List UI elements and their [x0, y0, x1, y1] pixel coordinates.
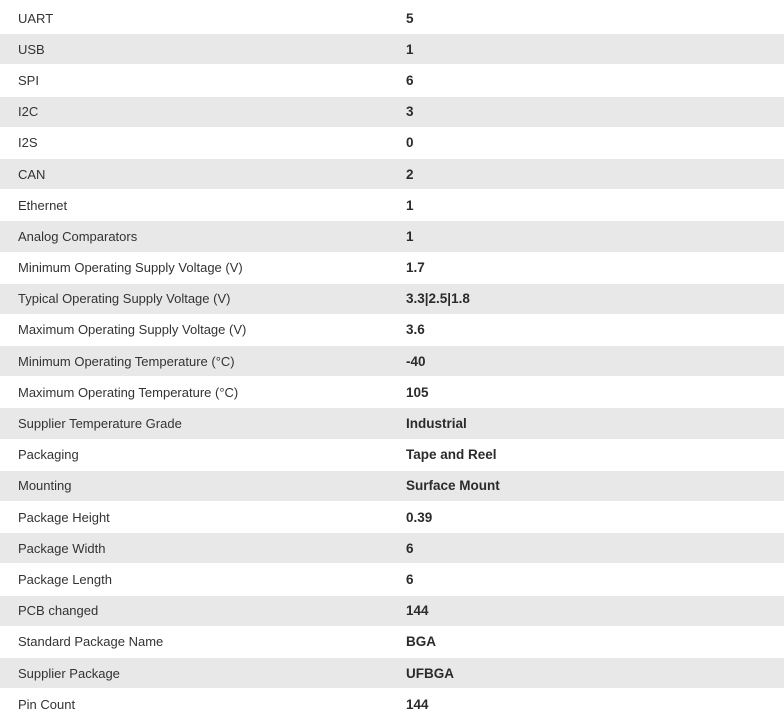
spec-name: Standard Package Name — [0, 626, 406, 657]
spec-row-spi — [0, 65, 784, 96]
spec-name: PCB changed — [0, 595, 406, 626]
spec-value: 144 — [406, 595, 784, 626]
spec-row-min-supply-voltage — [0, 252, 784, 283]
spec-value: 105 — [406, 377, 784, 408]
spec-row-min-temperature — [0, 346, 784, 377]
spec-row-i2c — [0, 96, 784, 127]
spec-value: 5 — [406, 3, 784, 34]
spec-row-i2s — [0, 127, 784, 158]
spec-value: 1 — [406, 190, 784, 221]
spec-name: Pin Count — [0, 689, 406, 719]
spec-name: Supplier Temperature Grade — [0, 408, 406, 439]
spec-row-temperature-grade — [0, 408, 784, 439]
spec-row-mounting — [0, 470, 784, 501]
spec-row-package-length — [0, 564, 784, 595]
spec-name: Package Length — [0, 564, 406, 595]
spec-value: Surface Mount — [406, 470, 784, 501]
spec-row-pcb-changed — [0, 595, 784, 626]
spec-row-packaging — [0, 439, 784, 470]
spec-row-pin-count — [0, 689, 784, 719]
spec-value: 6 — [406, 65, 784, 96]
spec-row-usb — [0, 34, 784, 65]
spec-name: CAN — [0, 158, 406, 189]
spec-row-uart — [0, 3, 784, 34]
spec-name: Minimum Operating Supply Voltage (V) — [0, 252, 406, 283]
spec-name: Package Width — [0, 533, 406, 564]
spec-value: 0.39 — [406, 502, 784, 533]
spec-value: 144 — [406, 689, 784, 719]
spec-name: Analog Comparators — [0, 221, 406, 252]
spec-name: Maximum Operating Supply Voltage (V) — [0, 314, 406, 345]
spec-name: Packaging — [0, 439, 406, 470]
spec-value: 1.7 — [406, 252, 784, 283]
spec-name: Typical Operating Supply Voltage (V) — [0, 283, 406, 314]
spec-row-can — [0, 158, 784, 189]
spec-name: Supplier Package — [0, 657, 406, 688]
spec-name: Mounting — [0, 470, 406, 501]
spec-value: 0 — [406, 127, 784, 158]
spec-name: SPI — [0, 65, 406, 96]
spec-name: I2S — [0, 127, 406, 158]
spec-row-ethernet — [0, 190, 784, 221]
spec-value: 6 — [406, 564, 784, 595]
spec-name: Maximum Operating Temperature (°C) — [0, 377, 406, 408]
spec-row-supplier-package — [0, 657, 784, 688]
spec-value: 3.3|2.5|1.8 — [406, 283, 784, 314]
spec-name: UART — [0, 3, 406, 34]
spec-row-package-height — [0, 502, 784, 533]
specifications-table-body — [0, 3, 784, 719]
spec-value: 3.6 — [406, 314, 784, 345]
spec-name: Ethernet — [0, 190, 406, 221]
spec-value: -40 — [406, 346, 784, 377]
spec-value: Tape and Reel — [406, 439, 784, 470]
spec-name: I2C — [0, 96, 406, 127]
spec-name: Minimum Operating Temperature (°C) — [0, 346, 406, 377]
spec-value: 3 — [406, 96, 784, 127]
spec-row-max-temperature — [0, 377, 784, 408]
spec-value: 1 — [406, 221, 784, 252]
spec-row-standard-package-name — [0, 626, 784, 657]
spec-row-max-supply-voltage — [0, 314, 784, 345]
spec-value: 6 — [406, 533, 784, 564]
spec-row-package-width — [0, 533, 784, 564]
specifications-table — [0, 2, 784, 719]
spec-row-analog-comparators — [0, 221, 784, 252]
spec-value: 2 — [406, 158, 784, 189]
spec-value: 1 — [406, 34, 784, 65]
spec-name: Package Height — [0, 502, 406, 533]
spec-value: BGA — [406, 626, 784, 657]
spec-value: Industrial — [406, 408, 784, 439]
spec-name: USB — [0, 34, 406, 65]
spec-row-typical-supply-voltage — [0, 283, 784, 314]
spec-value: UFBGA — [406, 657, 784, 688]
